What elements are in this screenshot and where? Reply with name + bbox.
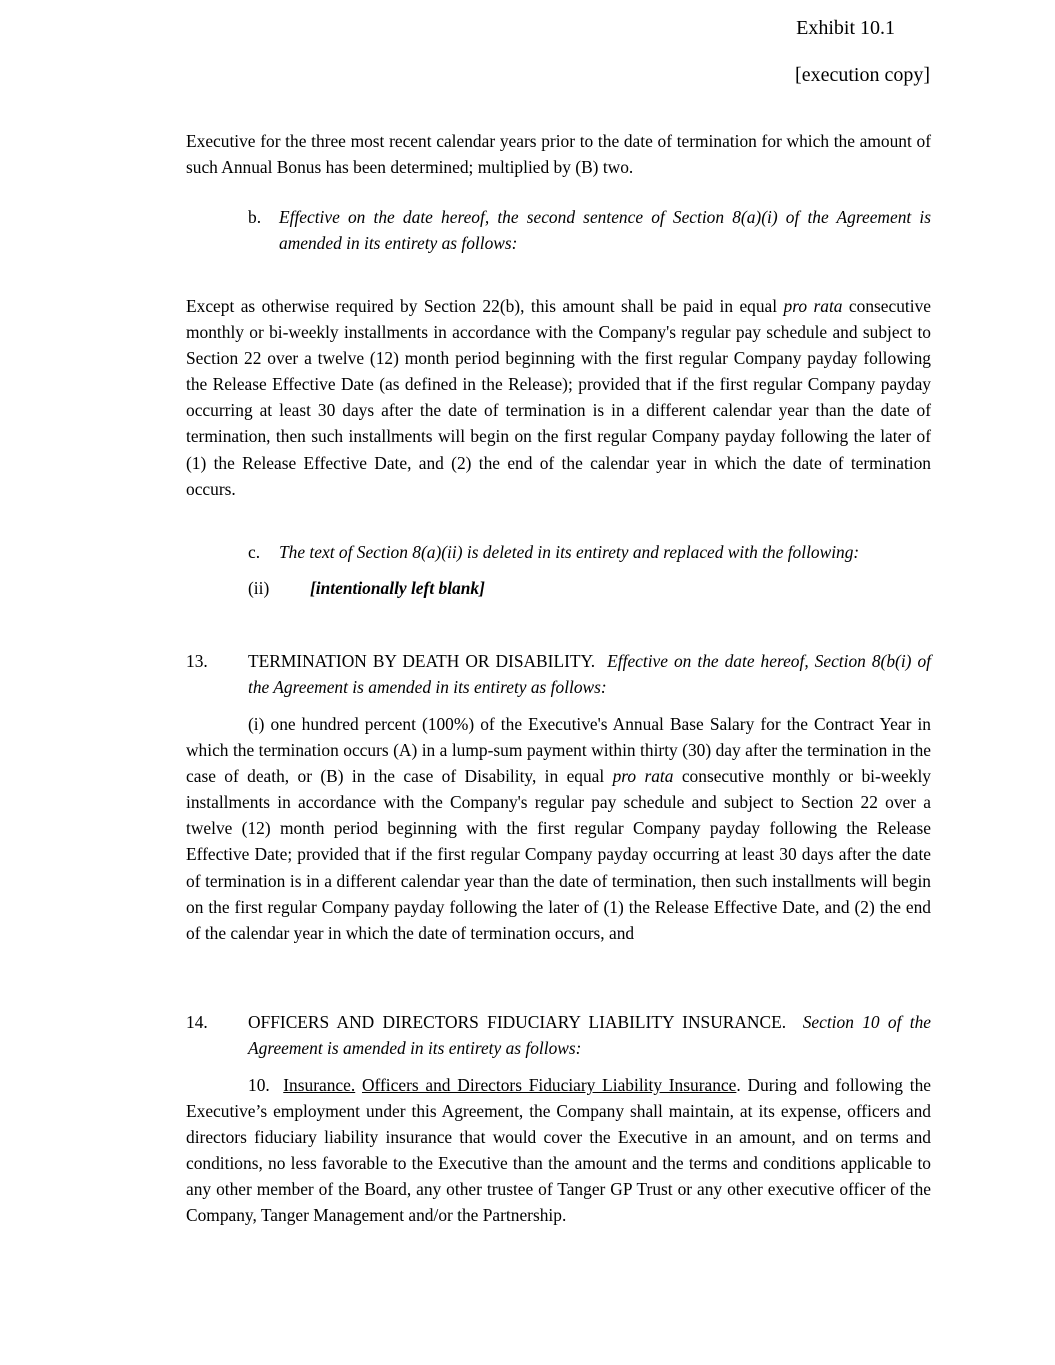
section-14-title: OFFICERS AND DIRECTORS FIDUCIARY LIABILITY INSURANCE. — [248, 1012, 787, 1032]
section-14-number: 14. — [186, 1012, 208, 1032]
insurance-title: Insurance. — [283, 1075, 356, 1095]
intro-paragraph: Executive for the three most recent calendar years prior to the date of termination for which the amount of such Annual Bonus has been determined; multiplied by (B) two. — [186, 131, 931, 178]
item-ii — [248, 575, 931, 603]
exhibit-label: Exhibit 10.1 — [796, 17, 895, 39]
section-13-pro-rata: pro rata — [612, 766, 674, 787]
section-14-body-text: . During and following the Executive’s employment under this Agreement, the Company shall maintain, at its expense, officers and directors fiduciary liability insurance that would cover the Executive in an amount, and on terms and conditions, no less favorable to the Executive than the amount and the terms and conditions applicable to any other member of the Board, any other trustee of Tanger GP Trust or any other executive officer of the Company, Tanger Management and/or the Partnership. — [186, 1075, 931, 1226]
section-14-body-number: 10. — [248, 1075, 270, 1095]
item-b — [248, 204, 931, 258]
item-ii-label: (ii) — [248, 578, 270, 598]
except-paragraph — [186, 293, 931, 502]
item-c-label: c. — [248, 542, 261, 562]
except-pro-rata: pro rata — [783, 296, 843, 316]
item-c — [248, 539, 931, 567]
item-ii-text: [intentionally left blank] — [310, 578, 485, 598]
section-14-lead: Section 10 of the Agreement is amended in its entirety as follows: — [248, 1012, 931, 1059]
item-b-label: b. — [248, 207, 262, 227]
fiduciary-insurance-title: Officers and Directors Fiduciary Liability Insurance — [361, 1075, 737, 1095]
item-b-text: Effective on the date hereof, the second sentence of Section 8(a)(i) of the Agreement is amended in its entirety as follows: — [279, 207, 931, 254]
except-paragraph-pre: Except as otherwise required by Section 22(b), this amount shall be paid in equal — [186, 296, 784, 316]
section-13-body-post: consecutive monthly or bi-weekly installments in accordance with the Company's regular pay schedule and subject to Section 22 over a twelve (12) month period beginning with the first regular Company payday following the Release Effective Date; provided that if the first regular Company payday occurring at least 30 days after the date of termination is in a different calendar year than the date of termination, then such installments will begin on the first regular Company payday following the later of (1) the Release Effective Date, and (2) the end of the calendar year in which the date of termination occurs, and — [186, 766, 931, 943]
except-paragraph-post: consecutive monthly or bi-weekly installments in accordance with the Company's regular pay schedule and subject to Section 22 over a twelve (12) month period beginning with the first regular Company payday following the Release Effective Date (as defined in the Release); provided that if the first regular Company payday occurring at least 30 days after the date of termination is in a different calendar year than the date of termination, then such installments will begin on the first regular Company payday following the later of (1) the Release Effective Date, and (2) the end of the calendar year in which the date of termination occurs. — [186, 296, 931, 499]
section-14-heading — [186, 1009, 931, 1061]
section-13-number: 13. — [186, 651, 208, 671]
execution-copy-label: [execution copy] — [795, 64, 930, 86]
section-13-body — [186, 711, 931, 946]
section-13-lead: Effective on the date hereof, Section 8(b(i) of the Agreement is amended in its entirety as follows: — [248, 651, 931, 698]
section-14-body — [186, 1072, 931, 1229]
item-c-text: The text of Section 8(a)(ii) is deleted in its entirety and replaced with the following: — [279, 542, 860, 562]
section-13-body-pre: (i) one hundred percent (100%) of the Executive's Annual Base Salary for the Contract Year in which the termination occurs (A) in a lump-sum payment within thirty (30) day after the termination in the case of death, or (B) in the case of Disability, in equal — [186, 714, 931, 787]
section-13-heading — [186, 648, 931, 700]
section-13-title: TERMINATION BY DEATH OR DISABILITY. — [248, 651, 596, 671]
